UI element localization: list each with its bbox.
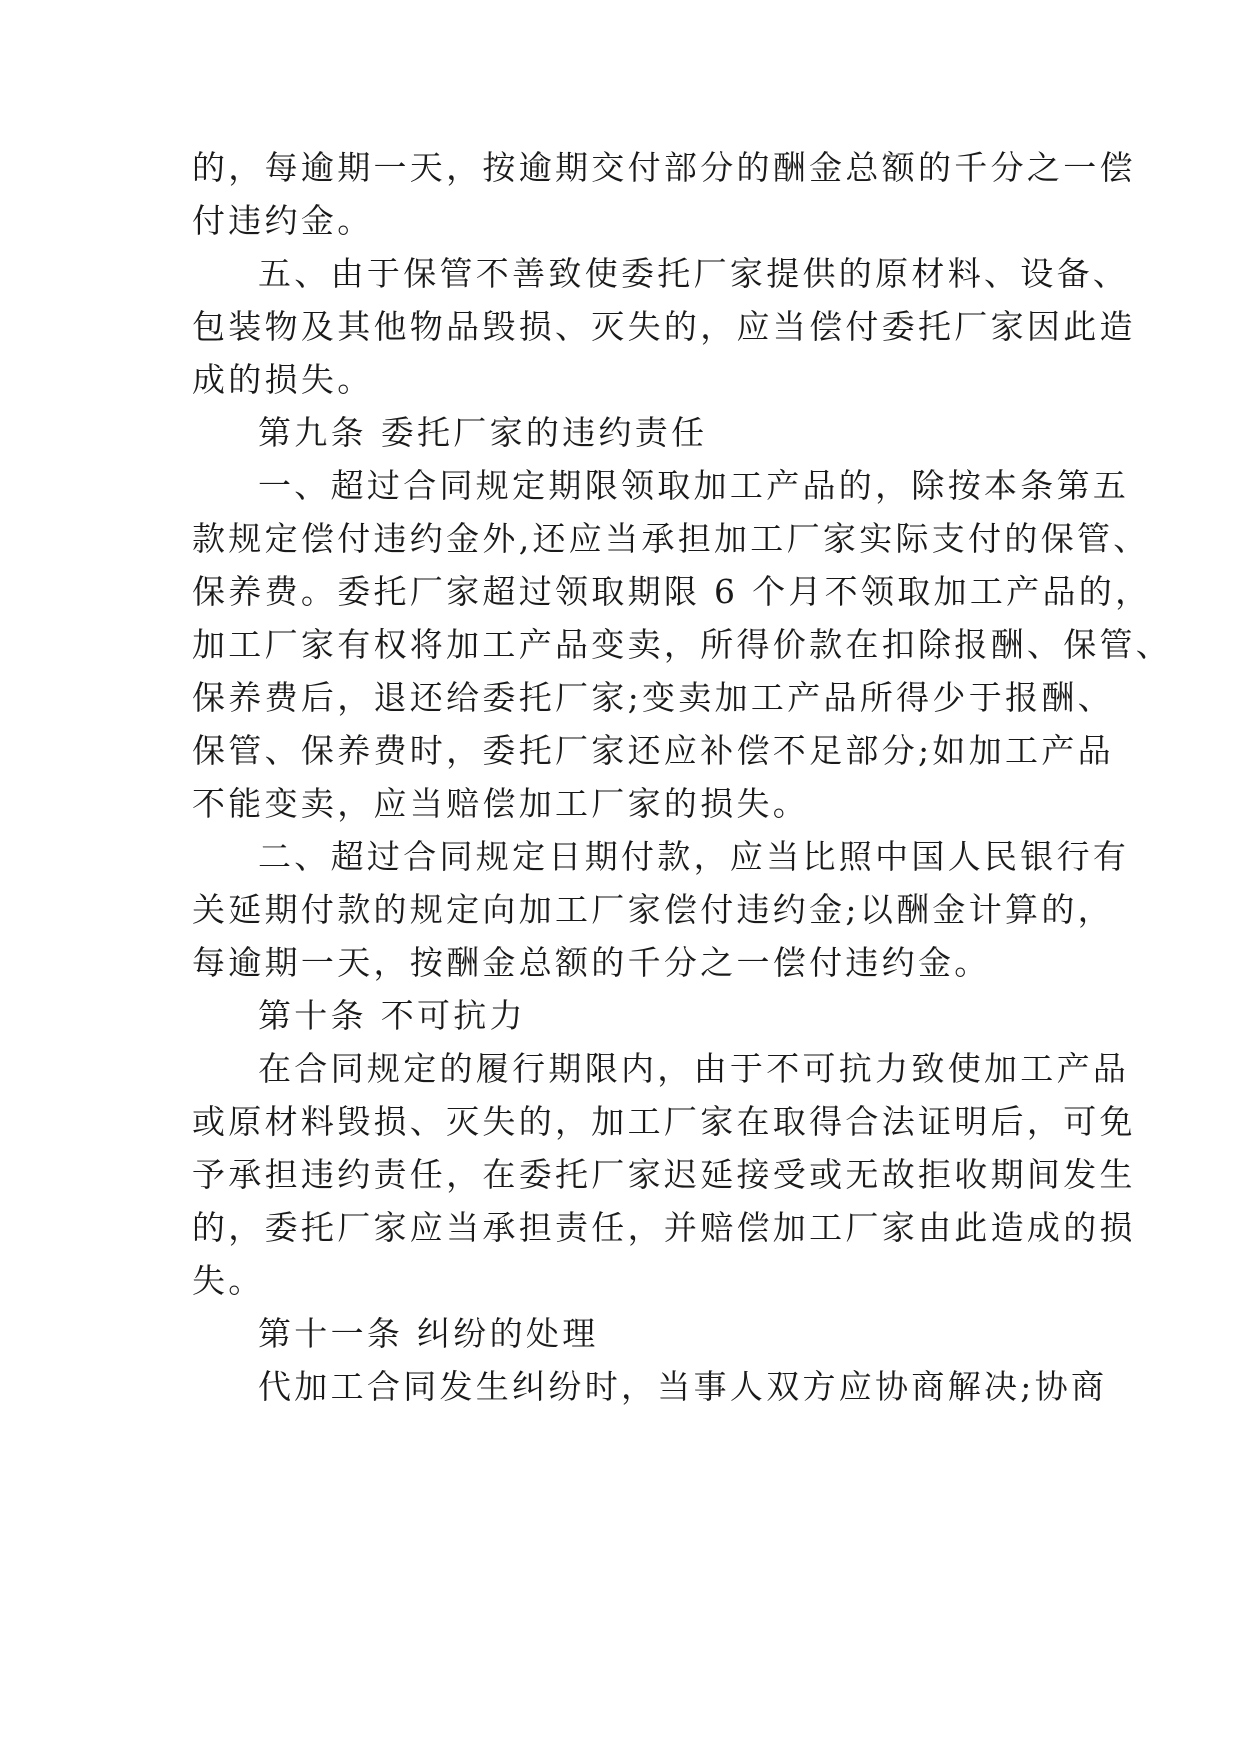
text-line: 予承担违约责任，在委托厂家迟延接受或无故拒收期间发生 — [192, 1155, 1136, 1194]
paragraph-two-start: 二、超过合同规定日期付款，应当比照中国人民银行有 — [258, 837, 1130, 876]
paragraph-force-majeure-start: 在合同规定的履行期限内，由于不可抗力致使加工产品 — [258, 1049, 1130, 1088]
text-line: 款规定偿付违约金外,还应当承担加工厂家实际支付的保管、 — [192, 519, 1150, 558]
text-line: 保养费。委托厂家超过领取期限 6 个月不领取加工产品的， — [192, 572, 1152, 611]
text-line: 保管、保养费时，委托厂家还应补偿不足部分;如加工产品 — [192, 731, 1114, 770]
paragraph-dispute-start: 代加工合同发生纠纷时，当事人双方应协商解决;协商 — [258, 1367, 1108, 1406]
text-line: 关延期付款的规定向加工厂家偿付违约金;以酬金计算的， — [192, 890, 1114, 929]
text-line: 不能变卖，应当赔偿加工厂家的损失。 — [192, 784, 810, 823]
text-line: 加工厂家有权将加工产品变卖，所得价款在扣除报酬、保管、 — [192, 625, 1173, 664]
paragraph-five-heading: 五、由于保管不善致使委托厂家提供的原材料、设备、 — [258, 254, 1130, 293]
paragraph-one-start: 一、超过合同规定期限领取加工产品的，除按本条第五 — [258, 466, 1130, 505]
text-line: 保养费后，退还给委托厂家;变卖加工产品所得少于报酬、 — [192, 678, 1114, 717]
text-line: 成的损失。 — [192, 360, 374, 399]
text-line: 的，委托厂家应当承担责任，并赔偿加工厂家由此造成的损 — [192, 1208, 1136, 1247]
text-line: 付违约金。 — [192, 201, 374, 240]
article-ten-title: 第十条 不可抗力 — [258, 996, 526, 1035]
article-eleven-title: 第十一条 纠纷的处理 — [258, 1314, 599, 1353]
article-nine-title: 第九条 委托厂家的违约责任 — [258, 413, 708, 452]
text-line: 失。 — [192, 1261, 265, 1300]
text-line: 每逾期一天，按酬金总额的千分之一偿付违约金。 — [192, 943, 991, 982]
text-line: 或原材料毁损、灭失的，加工厂家在取得合法证明后，可免 — [192, 1102, 1136, 1141]
text-line: 的，每逾期一天，按逾期交付部分的酬金总额的千分之一偿 — [192, 148, 1136, 187]
text-line: 包装物及其他物品毁损、灭失的，应当偿付委托厂家因此造 — [192, 307, 1136, 346]
